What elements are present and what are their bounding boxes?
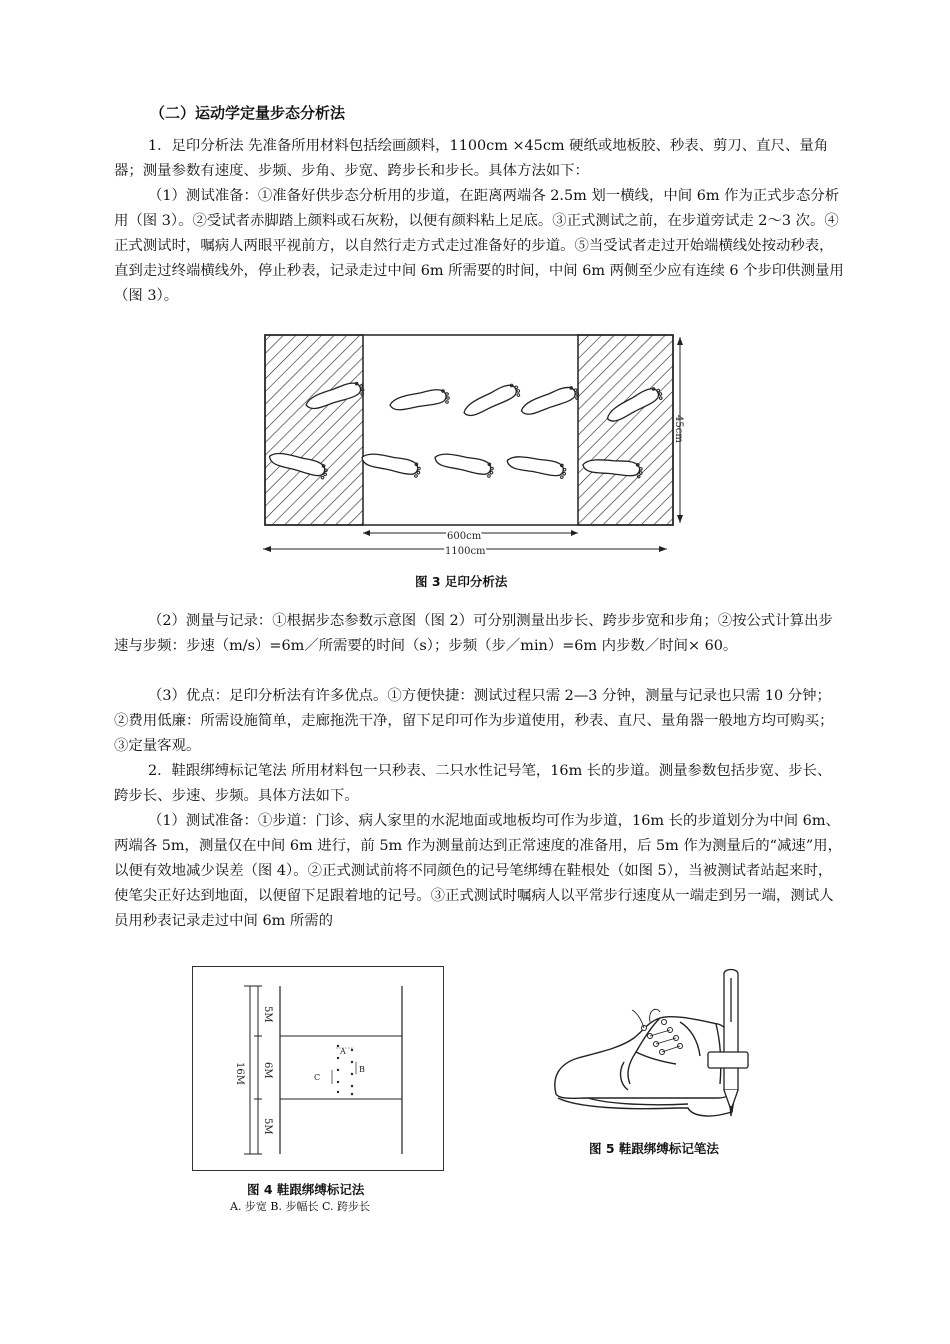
paragraph-footprint-intro — [114, 134, 844, 184]
paragraph-shoe-marker-preparation — [114, 809, 844, 934]
dimension-600-label: 600cm — [447, 531, 482, 542]
paragraph-text: （1）测试准备：①步道：门诊、病人家里的水泥地面或地板均可作为步道，16m 长的步道划分为中间 6m、两端各 5m，测量仅在中间 6m 进行，前 5m 作为测量前达到正常速度的准备用，后 5m 作为测量后的“减速”用，以便有效地减少误差（图 4）。②正式测试前将不同颜色的记号笔绑缚在鞋根处（如图 5），当被测试者站起来时，使笔尖正好达到地面，以便留下足跟着地的记号。③正式测试时嘱病人以平常步行速度从一端走到另一端，测试人员用秒表记录走过中间 6m 所需的 — [114, 813, 842, 929]
marker-pen — [708, 970, 748, 1117]
dimension-1100-label: 1100cm — [445, 546, 486, 557]
paragraph-text: （2）测量与记录：①根据步态参数示意图（图 2）可分别测量出步长、跨步步宽和步角；②按公式计算出步速与步频：步速（m/s）=6m／所需要的时间（s）；步频（步／min）=6m 内步数／时间× 60。 — [114, 613, 833, 654]
figure-3-footprint-diagram — [255, 325, 695, 561]
paragraph-text: 2．鞋跟绑缚标记笔法 所用材料包一只秒表、二只水性记号笔，16m 长的步道。测量参数包括步宽、步长、跨步长、步速、步频。具体方法如下。 — [114, 763, 832, 804]
hatched-end-left — [265, 335, 363, 525]
figure-4-walkway-diagram — [192, 966, 444, 1172]
figure-5-caption: 图 5 鞋跟绑缚标记笔法 — [589, 1141, 719, 1156]
paragraph-text: 1．足印分析法 先准备所用材料包括绘画颜料，1100cm ×45cm 硬纸或地板胶、秒表、剪刀、直尺、量角器；测量参数有速度、步频、步角、步宽、跨步长和步长。具体方法如下： — [114, 138, 829, 179]
paragraph-measurement — [114, 609, 844, 659]
paragraph-text: （1）测试准备：①准备好供步态分析用的步道，在距离两端各 2.5m 划一横线，中间 6m 作为正式步态分析用（图 3）。②受试者赤脚踏上颜料或石灰粉，以便有颜料粘上足底。③正式测试之前，在步道旁试走 2～3 次。④正式测试时，嘱病人两眼平视前方，以自然行走方式走过准备好的步道。⑤当受试者走过开始端横线处按动秒表，直到走过终端横线外，停止秒表，记录走过中间 6m 所需要的时间，中间 6m 两侧至少应有连续 6 个步印供测量用（图 3）。 — [114, 188, 844, 304]
figure-4-caption: 图 4 鞋跟绑缚标记法 — [247, 1182, 365, 1197]
label-a: A — [340, 1047, 346, 1056]
paragraph-advantages — [114, 684, 844, 759]
paragraph-shoe-marker-intro — [114, 759, 844, 809]
paragraph-text: （3）优点：足印分析法有许多优点。①方便快捷：测试过程只需 2—3 分钟，测量与记录也只需 10 分钟；②费用低廉：所需设施简单，走廊拖洗干净，留下足印可作为步道使用，秒表、直尺、量角器一般地方均可购买；③定量客观。 — [114, 688, 834, 754]
figure-4-legend: A. 步宽 B. 步幅长 C. 跨步长 — [230, 1200, 371, 1213]
label-c: C — [314, 1073, 321, 1082]
label-6m: 6M — [262, 1062, 273, 1079]
label-b: B — [359, 1065, 365, 1074]
dimension-45-label: 45cm — [673, 415, 684, 443]
label-16m: 16M — [234, 1062, 245, 1085]
figure-5-shoe-with-marker — [548, 966, 760, 1131]
section-heading: （二）运动学定量步态分析法 — [150, 104, 346, 122]
figure-3-caption: 图 3 足印分析法 — [415, 574, 508, 589]
hatched-end-right — [578, 335, 673, 525]
paragraph-test-preparation — [114, 184, 844, 309]
label-5m-top: 5M — [262, 1006, 273, 1023]
label-5m-bottom: 5M — [262, 1118, 273, 1135]
